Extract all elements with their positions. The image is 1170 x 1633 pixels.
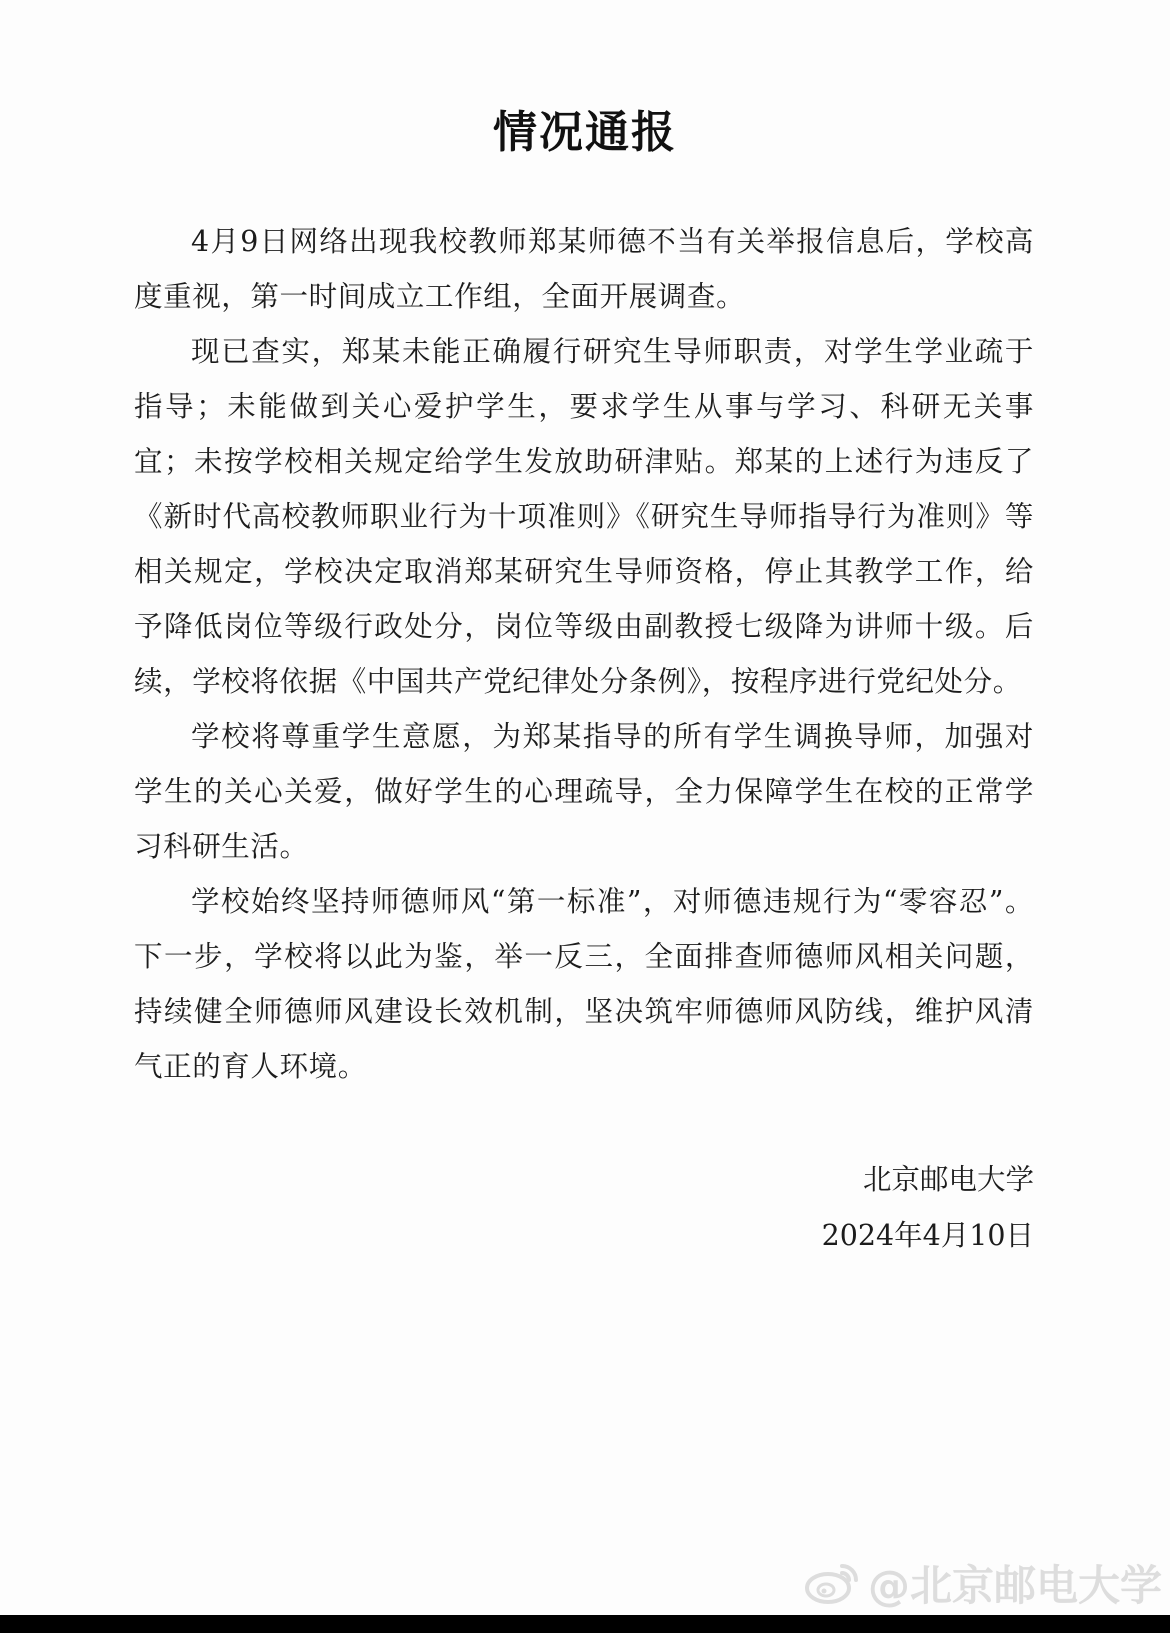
- paragraph-2: 现已查实，郑某未能正确履行研究生导师职责，对学生学业疏于指导；未能做到关心爱护学生，要求学生从事与学习、科研无关事宜；未按学校相关规定给学生发放助研津贴。郑某的上述行为违反了《新时代高校教师职业行为十项准则》《研究生导师指导行为准则》等相关规定，学校决定取消郑某研究生导师资格，停止其教学工作，给予降低岗位等级行政处分，岗位等级由副教授七级降为讲师十级。后续，学校将依据《中国共产党纪律处分条例》，按程序进行党纪处分。: [134, 335, 1034, 698]
- signature-organization: 北京邮电大学: [862, 1163, 1034, 1196]
- weibo-icon: [804, 1560, 860, 1606]
- paragraph-3: 学校将尊重学生意愿，为郑某指导的所有学生调换导师，加强对学生的关心关爱，做好学生的心理疏导，全力保障学生在校的正常学习科研生活。: [134, 720, 1034, 863]
- document-body: [134, 214, 1034, 1094]
- document-title: 情况通报: [493, 107, 677, 158]
- watermark: [804, 1553, 1162, 1613]
- bottom-bar: [0, 1615, 1170, 1633]
- watermark-text: @北京邮电大学: [867, 1561, 1162, 1610]
- signature-date: 2024年4月10日: [821, 1219, 1034, 1252]
- signature-block: [822, 1152, 1034, 1264]
- paragraph-4: 学校始终坚持师德师风“第一标准”，对师德违规行为“零容忍”。下一步，学校将以此为鉴，举一反三，全面排查师德师风相关问题，持续健全师德师风建设长效机制，坚决筑牢师德师风防线，维护风清气正的育人环境。: [134, 885, 1034, 1083]
- paragraph-1: 4月9日网络出现我校教师郑某师德不当有关举报信息后，学校高度重视，第一时间成立工作组，全面开展调查。: [134, 225, 1034, 313]
